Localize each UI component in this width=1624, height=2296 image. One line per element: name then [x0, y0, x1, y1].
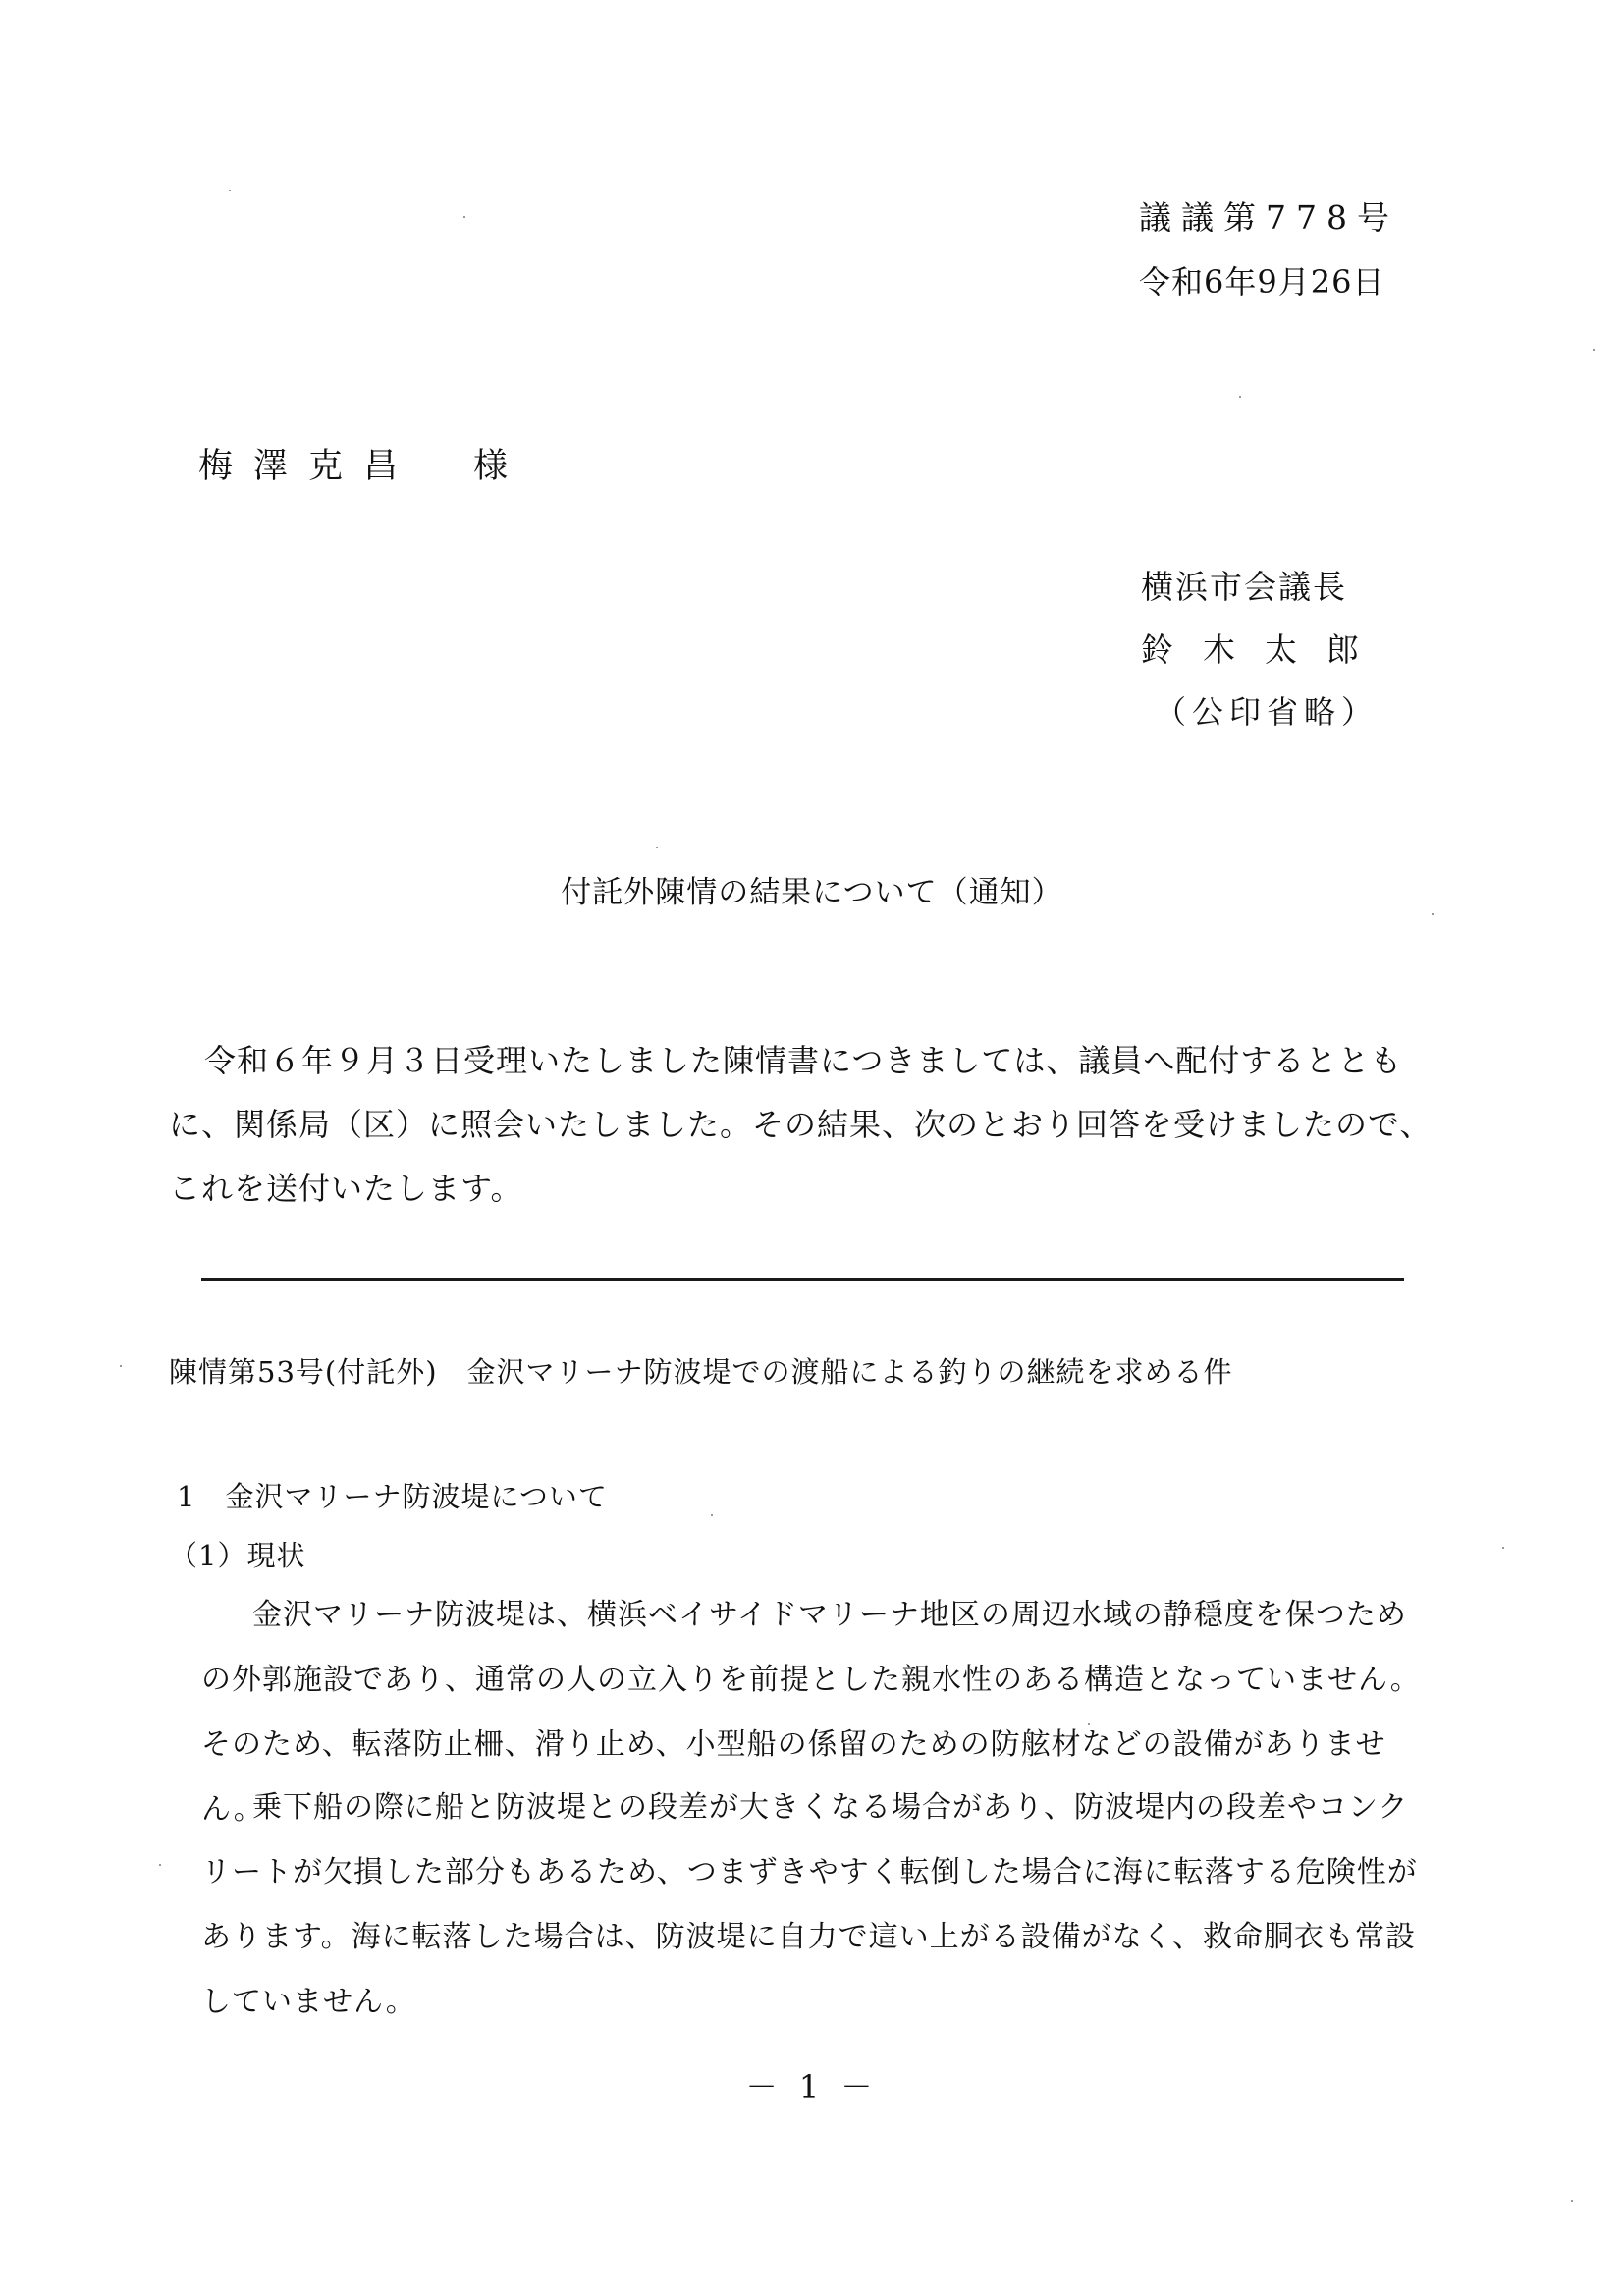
seal-omitted-note: （公印省略） [1155, 693, 1380, 731]
section-heading: 1 金沢マリーナ防波堤について [177, 1480, 608, 1513]
scan-speck [120, 1365, 122, 1367]
subsection-heading: （1）現状 [169, 1539, 306, 1572]
sender-name: 鈴木太郎 [1141, 630, 1388, 669]
document-date: 令和6年9月26日 [1139, 263, 1385, 301]
section-paragraph: 乗下船の際に船と防波堤との段差が大きくなる場合があり、防波堤内の段差やコンクリートが欠損した部分もあるため、つまずきやすく転倒した場合に海に転落する危険性があります。海に転落した場合は、防波堤に自力で這い上がる設備がなく、救命胴衣も常設していません。 [201, 1790, 1418, 2019]
scan-speck [1088, 1723, 1090, 1725]
recipient-name: 梅澤克昌 様 [198, 447, 529, 486]
sender-organization: 横浜市会議長 [1141, 568, 1347, 606]
scan-speck [463, 216, 465, 218]
scan-speck [229, 190, 231, 191]
scan-speck [711, 1514, 713, 1516]
section-paragraph: 金沢マリーナ防波堤は、横浜ベイサイドマリーナ地区の周辺水域の静穏度を保つための外郭施設であり、通常の人の立入りを前提とした親水性のある構造となっていません。そのため、転落防止柵、滑り止め、小型船の係留のための防舷材などの設備がありません。 [201, 1598, 1421, 1827]
scan-speck [1571, 2200, 1573, 2202]
scan-speck [1593, 349, 1595, 351]
scan-speck [1432, 913, 1434, 915]
scan-speck [1502, 1547, 1504, 1549]
document-number: 議議第778号 [1139, 198, 1399, 237]
horizontal-divider [201, 1278, 1404, 1281]
document-title: 付託外陳情の結果について（通知） [561, 875, 1063, 910]
page-number: － 1 － [745, 2068, 879, 2105]
petition-subject: 陳情第53号(付託外) 金沢マリーナ防波堤での渡船による釣りの継続を求める件 [169, 1355, 1233, 1389]
scan-speck [1239, 396, 1241, 398]
scan-speck [656, 847, 658, 848]
intro-paragraph: 令和６年９月３日受理いたしました陳情書につきましては、議員へ配付するとともに、関係局（区）に照会いたしました。その結果、次のとおり回答を受けましたので、これを送付いたします。 [169, 1042, 1433, 1207]
scan-speck [159, 1864, 161, 1866]
